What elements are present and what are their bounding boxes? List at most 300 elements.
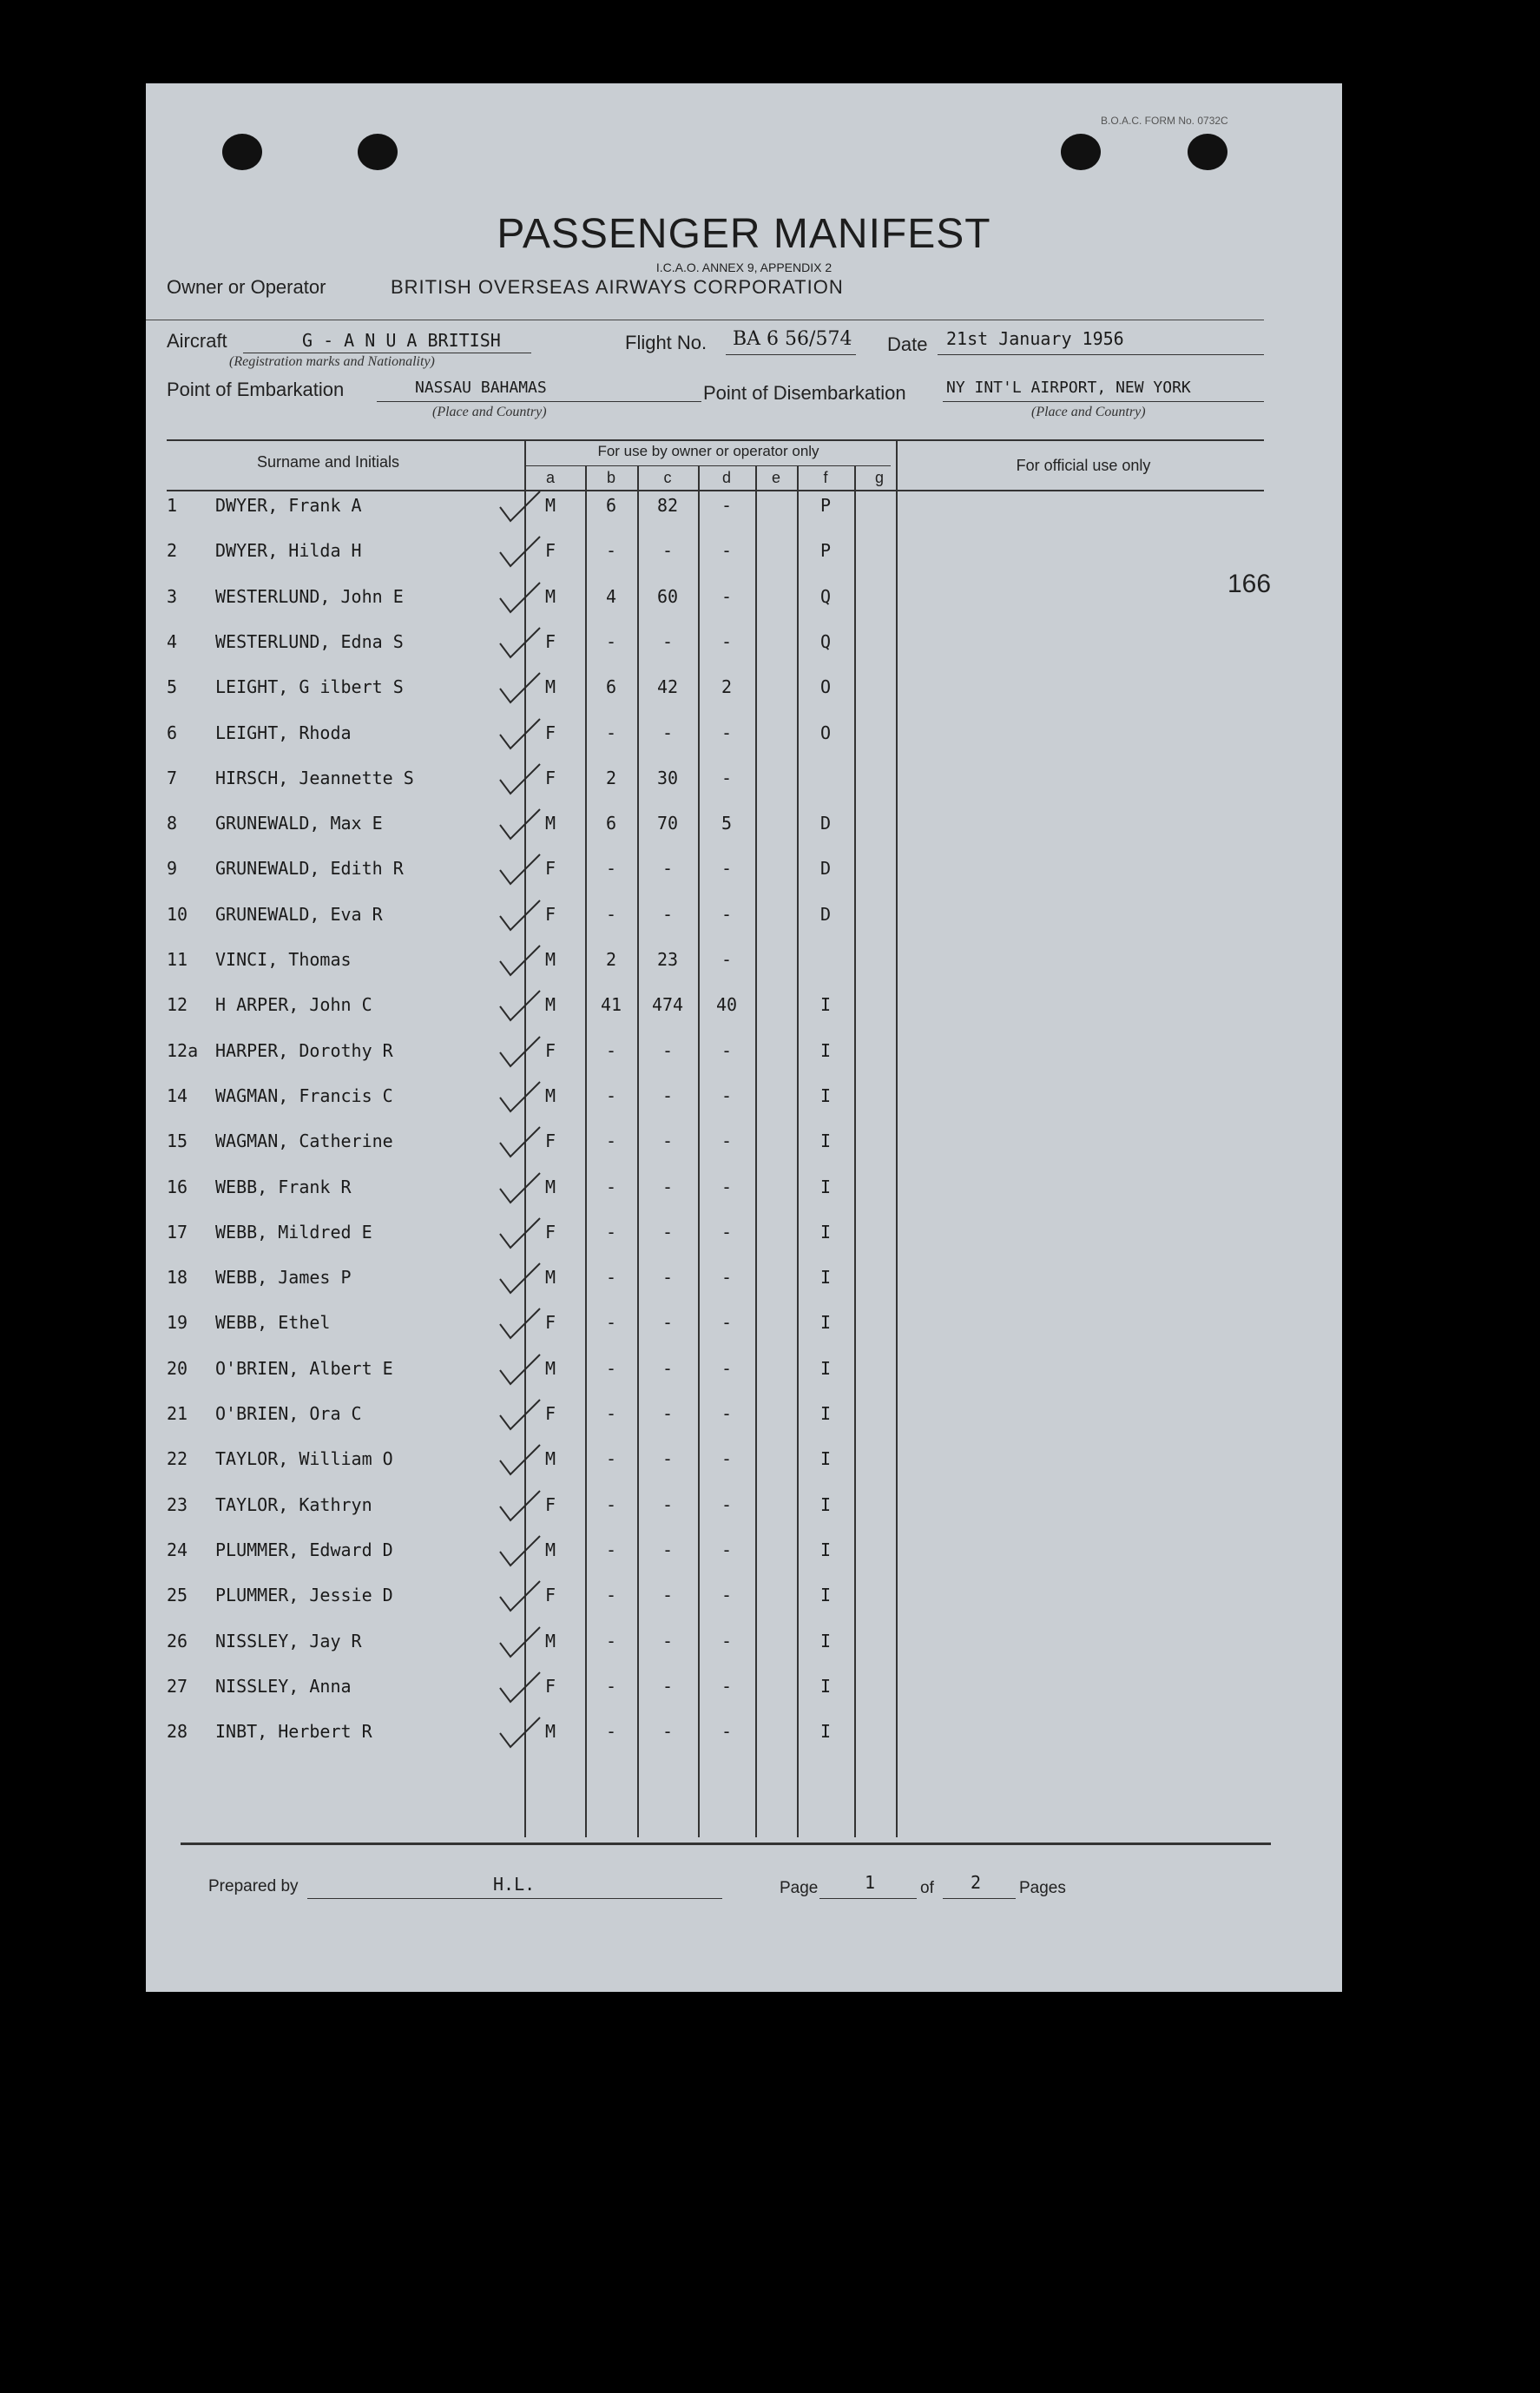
check-mark-icon [493,1124,545,1162]
check-mark-icon [493,669,545,708]
pages-label: Pages [1019,1879,1066,1897]
col-d-cell: - [721,1176,733,1197]
row-number: 25 [167,1585,188,1606]
table-row [146,940,1342,986]
passenger-name: WAGMAN, Francis C [215,1084,393,1106]
table-row [146,1168,1342,1213]
passenger-name: HIRSCH, Jeannette S [215,767,414,788]
table-top-line [167,439,1264,441]
table-row [146,1486,1342,1531]
table-row [146,623,1342,668]
col-d-cell: - [721,949,733,970]
page-label: Page [780,1879,819,1897]
passenger-name: WESTERLUND, John E [215,585,404,607]
sex-cell: M [545,1357,556,1379]
date-value: 21st January 1956 [946,328,1124,349]
form-code: B.O.A.C. FORM No. 0732C [1101,115,1228,127]
table-row [146,759,1342,804]
row-number: 2 [167,540,178,562]
manifest-sheet [146,83,1342,1992]
col-c-cell: 60 [656,585,679,607]
col-f-cell: I [819,1221,832,1243]
stamp-number: 166 [1227,570,1272,598]
col-b-cell: - [605,540,617,562]
sex-cell: F [545,1493,556,1515]
col-b-cell: - [605,858,617,880]
check-mark-icon [493,1170,545,1208]
passenger-name: PLUMMER, Edward D [215,1539,393,1560]
check-mark-icon [493,1396,545,1434]
passenger-name: H ARPER, John C [215,994,372,1016]
table-row [146,1667,1342,1712]
passenger-name: TAYLOR, William O [215,1448,393,1470]
passenger-name: WEBB, Mildred E [215,1221,372,1243]
table-row [146,1576,1342,1621]
sex-cell: F [545,630,556,652]
check-mark-icon [493,1578,545,1616]
col-d-cell: - [721,1721,733,1743]
check-mark-icon [493,1487,545,1526]
col-f-cell: D [819,858,832,880]
col-f-cell: I [819,1039,832,1061]
row-number: 12a [167,1039,199,1061]
passenger-name: O'BRIEN, Ora C [215,1403,362,1424]
col-f-cell: I [819,1312,832,1334]
row-number: 18 [167,1267,188,1289]
passenger-name: GRUNEWALD, Eva R [215,903,383,925]
check-mark-icon [493,533,545,571]
col-b-cell: - [605,1084,617,1106]
check-mark-icon [493,851,545,889]
col-b-cell: - [605,1131,617,1152]
passenger-name: VINCI, Thomas [215,949,352,970]
embark-value: NASSAU BAHAMAS [415,379,547,397]
table-row [146,1258,1342,1303]
passenger-name: PLUMMER, Jessie D [215,1585,393,1606]
passenger-name: O'BRIEN, Albert E [215,1357,393,1379]
col-e-label: e [771,469,780,486]
col-c-cell: - [661,1675,674,1697]
table-row [146,849,1342,894]
col-d-cell: - [721,630,733,652]
col-b-cell: 2 [605,767,617,788]
col-d-cell: - [721,585,733,607]
col-d-cell: - [721,540,733,562]
page-total: 2 [971,1872,982,1893]
col-f-cell: O [819,676,832,698]
check-mark-icon [493,942,545,980]
col-f-cell: Q [819,630,832,652]
col-d-cell: - [721,1039,733,1061]
table-row [146,1032,1342,1077]
check-mark-icon [493,1078,545,1117]
table-row [146,1303,1342,1348]
check-mark-icon [493,624,545,663]
col-f-label: f [823,469,828,486]
col-d-cell: - [721,767,733,788]
passenger-name: WESTERLUND, Edna S [215,630,404,652]
sex-cell: F [545,858,556,880]
row-number: 23 [167,1493,188,1515]
col-d-cell: - [721,1131,733,1152]
col-b-cell: 4 [605,585,617,607]
col-d-cell: - [721,1084,733,1106]
col-c-cell: - [661,1539,674,1560]
disembark-note: (Place and Country) [1031,405,1146,419]
col-b-cell: 6 [605,676,617,698]
sex-cell: F [545,1131,556,1152]
col-b-cell: - [605,1312,617,1334]
row-number: 22 [167,1448,188,1470]
col-d-cell: - [721,722,733,743]
row-number: 21 [167,1403,188,1424]
header-owner: For use by owner or operator only [597,443,819,459]
sex-cell: F [545,1585,556,1606]
page-total-line [943,1898,1016,1899]
col-b-cell: - [605,722,617,743]
col-b-cell: - [605,1675,617,1697]
row-number: 28 [167,1721,188,1743]
row-number: 15 [167,1131,188,1152]
passenger-name: DWYER, Frank A [215,495,362,516]
col-d-cell: - [721,1267,733,1289]
check-mark-icon [493,1351,545,1389]
table-row [146,804,1342,849]
sex-cell: F [545,767,556,788]
flight-value: BA 6 56/574 [733,328,852,350]
col-f-cell: I [819,1084,832,1106]
col-c-cell: - [661,1630,674,1651]
punch-hole-left-2 [358,134,398,170]
col-f-cell: P [819,540,832,562]
col-c-cell: - [661,1312,674,1334]
check-mark-icon [493,1033,545,1071]
col-d-cell: - [721,1585,733,1606]
col-c-cell: - [661,858,674,880]
sex-cell: M [545,994,556,1016]
owner-label: Owner or Operator [167,276,326,298]
check-mark-icon [493,761,545,799]
col-f-cell: I [819,994,832,1016]
sex-cell: F [545,1039,556,1061]
check-mark-icon [493,897,545,935]
sex-cell: M [545,676,556,698]
col-b-cell: - [605,1721,617,1743]
col-b-cell: - [605,903,617,925]
col-c-cell: 82 [656,495,679,516]
col-c-cell: - [661,1585,674,1606]
col-g-label: g [874,469,884,486]
passenger-name: INBT, Herbert R [215,1721,372,1743]
passenger-name: DWYER, Hilda H [215,540,362,562]
col-c-cell: - [661,1721,674,1743]
sex-cell: F [545,1403,556,1424]
row-number: 10 [167,903,188,925]
col-b-cell: - [605,1176,617,1197]
check-mark-icon [493,1215,545,1253]
col-f-cell: Q [819,585,832,607]
check-mark-icon [493,987,545,1025]
col-d-cell: - [721,903,733,925]
col-c-cell: 23 [656,949,679,970]
table-bottom-line [181,1843,1271,1845]
passenger-name: WEBB, Ethel [215,1312,331,1334]
check-mark-icon [493,1624,545,1662]
passenger-name: LEIGHT, Rhoda [215,722,352,743]
passenger-name: NISSLEY, Anna [215,1675,352,1697]
table-row [146,1122,1342,1167]
col-d-cell: - [721,1675,733,1697]
col-f-cell: D [819,813,832,834]
owner-value: BRITISH OVERSEAS AIRWAYS CORPORATION [391,276,844,298]
row-number: 24 [167,1539,188,1560]
col-d-label: d [721,469,731,486]
sex-cell: M [545,1539,556,1560]
check-mark-icon [493,715,545,754]
col-f-cell: I [819,1630,832,1651]
table-row [146,1622,1342,1667]
col-f-cell: I [819,1403,832,1424]
row-number: 19 [167,1312,188,1334]
col-f-cell: I [819,1675,832,1697]
col-d-cell: - [721,1403,733,1424]
sex-cell: M [545,495,556,516]
passenger-name: GRUNEWALD, Edith R [215,858,404,880]
punch-hole-right-1 [1061,134,1101,170]
col-f-cell: I [819,1539,832,1560]
col-b-cell: - [605,630,617,652]
col-c-cell: 42 [656,676,679,698]
embark-line [377,401,701,402]
col-d-cell: 5 [721,813,733,834]
table-row [146,1531,1342,1576]
row-number: 8 [167,813,178,834]
col-b-cell: - [605,1630,617,1651]
col-f-cell: I [819,1721,832,1743]
col-d-cell: - [721,1493,733,1515]
sex-cell: M [545,1176,556,1197]
col-b-cell: - [605,1539,617,1560]
page-title: PASSENGER MANIFEST [497,211,991,257]
table-row [146,714,1342,759]
col-c-cell: - [661,540,674,562]
header-official: For official use only [1016,457,1151,474]
table-row [146,486,1342,531]
passenger-name: NISSLEY, Jay R [215,1630,362,1651]
passenger-name: HARPER, Dorothy R [215,1039,393,1061]
sex-cell: F [545,1675,556,1697]
col-b-cell: 2 [605,949,617,970]
table-row [146,1394,1342,1440]
row-number: 9 [167,858,178,880]
disembark-line [943,401,1264,402]
table-row [146,668,1342,713]
sex-cell: M [545,813,556,834]
check-mark-icon [493,806,545,844]
check-mark-icon [493,1260,545,1298]
col-b-cell: - [605,1493,617,1515]
sex-cell: M [545,1084,556,1106]
col-d-cell: - [721,1448,733,1470]
check-mark-icon [493,1305,545,1343]
table-row [146,1440,1342,1485]
check-mark-icon [493,579,545,617]
date-label: Date [887,333,928,355]
row-number: 20 [167,1357,188,1379]
sex-cell: M [545,585,556,607]
table-row [146,986,1342,1031]
check-mark-icon [493,1533,545,1571]
passenger-name: GRUNEWALD, Max E [215,813,383,834]
sex-cell: F [545,1312,556,1334]
passenger-name: TAYLOR, Kathryn [215,1493,372,1515]
aircraft-label: Aircraft [167,330,227,352]
prepared-line [307,1898,722,1899]
check-mark-icon [493,1669,545,1707]
col-b-cell: 41 [600,994,622,1016]
disembark-label: Point of Disembarkation [703,382,906,404]
col-d-cell: - [721,1630,733,1651]
of-label: of [920,1879,934,1897]
row-number: 12 [167,994,188,1016]
col-c-cell: - [661,1357,674,1379]
embark-label: Point of Embarkation [167,379,345,400]
col-c-cell: - [661,1221,674,1243]
sex-cell: M [545,1721,556,1743]
embark-note: (Place and Country) [432,405,547,419]
row-number: 27 [167,1675,188,1697]
row-number: 26 [167,1630,188,1651]
col-f-cell: D [819,903,832,925]
col-c-cell: - [661,1267,674,1289]
passenger-name: WEBB, Frank R [215,1176,352,1197]
row-number: 6 [167,722,178,743]
col-d-cell: 40 [715,994,738,1016]
col-f-cell: I [819,1176,832,1197]
table-row [146,895,1342,940]
aircraft-value: G - A N U A BRITISH [302,330,501,351]
prepared-value: H.L. [493,1874,536,1895]
sex-cell: M [545,1448,556,1470]
col-b-cell: 6 [605,813,617,834]
row-number: 4 [167,630,178,652]
owner-header-line [526,465,891,466]
col-c-cell: - [661,1448,674,1470]
table-row [146,1349,1342,1394]
col-d-cell: - [721,1312,733,1334]
col-b-label: b [606,469,615,486]
col-d-cell: - [721,1539,733,1560]
sex-cell: F [545,540,556,562]
col-b-cell: - [605,1221,617,1243]
row-number: 16 [167,1176,188,1197]
sex-cell: F [545,722,556,743]
col-b-cell: - [605,1585,617,1606]
passenger-name: WAGMAN, Catherine [215,1131,393,1152]
col-b-cell: 6 [605,495,617,516]
row-number: 14 [167,1084,188,1106]
col-d-cell: 2 [721,676,733,698]
col-d-cell: - [721,1221,733,1243]
col-c-cell: - [661,1493,674,1515]
prepared-label: Prepared by [208,1877,299,1895]
col-f-cell: I [819,1131,832,1152]
col-b-cell: - [605,1448,617,1470]
col-c-cell: - [661,1403,674,1424]
col-b-cell: - [605,1403,617,1424]
page-subtitle: I.C.A.O. ANNEX 9, APPENDIX 2 [655,260,833,274]
col-f-cell: I [819,1585,832,1606]
page-current: 1 [865,1872,876,1893]
table-row [146,1077,1342,1122]
row-number: 1 [167,495,178,516]
table-row [146,531,1342,577]
passenger-name: LEIGHT, G ilbert S [215,676,404,698]
row-number: 7 [167,767,178,788]
flight-line [726,354,856,355]
date-line [938,354,1264,355]
header-surname: Surname and Initials [256,453,400,471]
col-d-cell: - [721,1357,733,1379]
disembark-value: NY INT'L AIRPORT, NEW YORK [946,379,1191,397]
sex-cell: F [545,1221,556,1243]
col-f-cell: I [819,1357,832,1379]
table-row [146,577,1342,623]
col-f-cell: I [819,1267,832,1289]
row-number: 3 [167,585,178,607]
sex-cell: M [545,1630,556,1651]
passenger-name: WEBB, James P [215,1267,352,1289]
col-a-label: a [545,469,555,486]
col-c-label: c [663,469,672,486]
col-f-cell: P [819,495,832,516]
col-c-cell: - [661,1084,674,1106]
flight-label: Flight No. [625,332,707,353]
row-number: 11 [167,949,188,970]
col-c-cell: - [661,722,674,743]
sex-cell: M [545,949,556,970]
col-c-cell: - [661,1176,674,1197]
check-mark-icon [493,1714,545,1752]
col-c-cell: - [661,1039,674,1061]
col-b-cell: - [605,1357,617,1379]
col-f-cell: I [819,1493,832,1515]
table-row [146,1712,1342,1757]
col-c-cell: 30 [656,767,679,788]
row-number: 17 [167,1221,188,1243]
sex-cell: M [545,1267,556,1289]
table-row [146,1213,1342,1258]
sex-cell: F [545,903,556,925]
col-c-cell: - [661,1131,674,1152]
punch-hole-left-1 [222,134,262,170]
aircraft-note: (Registration marks and Nationality) [229,354,435,369]
check-mark-icon [493,488,545,526]
col-c-cell: 70 [656,813,679,834]
col-c-cell: - [661,630,674,652]
col-c-cell: - [661,903,674,925]
punch-hole-right-2 [1188,134,1227,170]
col-f-cell: I [819,1448,832,1470]
col-f-cell: O [819,722,832,743]
col-d-cell: - [721,495,733,516]
page-line [819,1898,917,1899]
col-d-cell: - [721,858,733,880]
col-b-cell: - [605,1267,617,1289]
col-c-cell: 474 [651,994,684,1016]
row-number: 5 [167,676,178,698]
check-mark-icon [493,1441,545,1480]
